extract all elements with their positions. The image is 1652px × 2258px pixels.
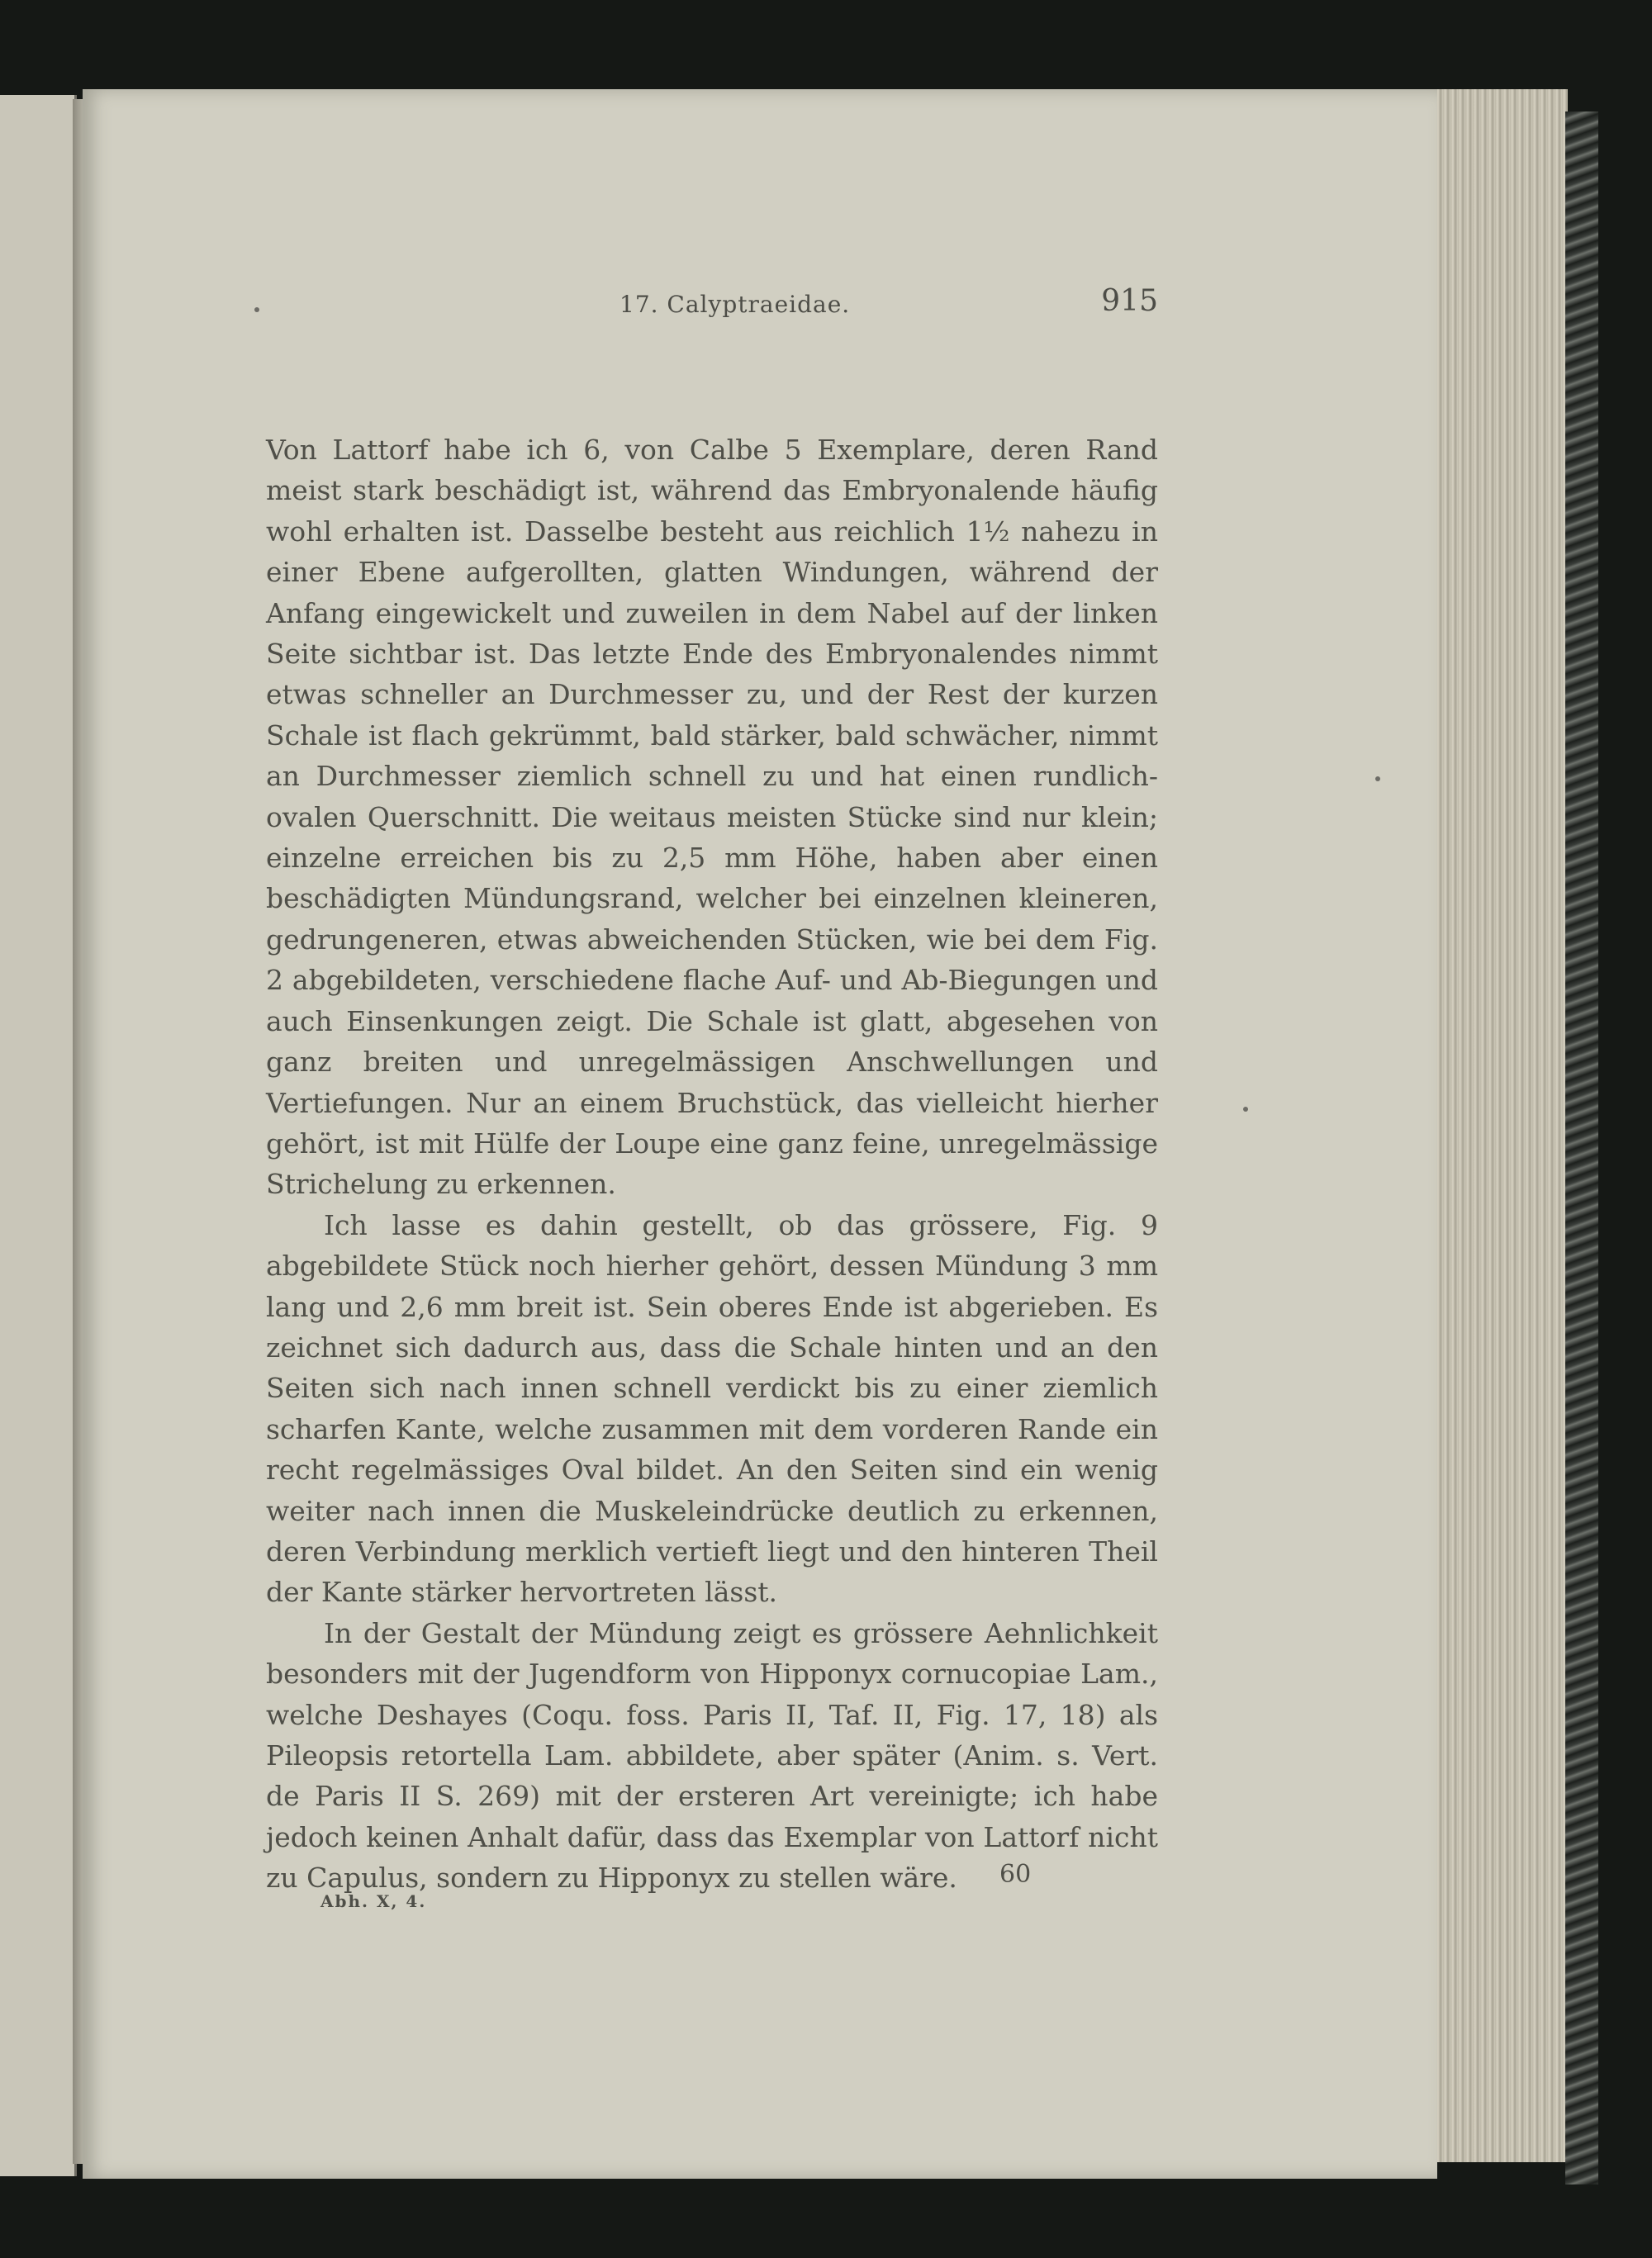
paper-speck	[254, 307, 259, 312]
paragraph-1: Von Lattorf habe ich 6, von Calbe 5 Exemplare, deren Rand meist stark beschädigt ist, während das Embryonalende häufig wohl erhalten ist. Dasselbe besteht aus reichlich 1½ nahezu in einer Ebene aufgerollten, glatten Windungen, während der Anfang eingewickelt und zuweilen in dem Nabel auf der linken Seite sichtbar ist. Das letzte Ende des Embryonalendes nimmt etwas schneller an Durchmesser zu, und der Rest der kurzen Schale ist flach gekrümmt, bald stärker, bald schwächer, nimmt an Durchmesser ziemlich schnell zu und hat einen rundlich-ovalen Querschnitt. Die weitaus meisten Stücke sind nur klein; einzelne erreichen bis zu 2,5 mm Höhe, haben aber einen beschädigten Mündungsrand, welcher bei einzelnen kleineren, gedrungeneren, etwas abweichenden Stücken, wie bei dem Fig. 2 abgebildeten, verschiedene flache Auf- und Ab-Biegungen und auch Einsenkungen zeigt. Die Schale ist glatt, abgesehen von ganz breiten und unregelmässigen Anschwellungen und Vertiefungen. Nur an einem Bruchstück, das vielleicht hierher gehört, ist mit Hülfe der Loupe eine ganz feine, unregelmässige Strichelung zu erkennen.	[266, 434, 1158, 1201]
marbled-cover-edge	[1565, 111, 1598, 2184]
left-page-edge	[0, 95, 77, 2176]
paragraph-2: Ich lasse es dahin gestellt, ob das grössere, Fig. 9 abgebildete Stück noch hierher gehört, dessen Mündung 3 mm lang und 2,6 mm breit ist. Sein oberes Ende ist abgerieben. Es zeichnet sich dadurch aus, dass die Schale hinten und an den Seiten sich nach innen schnell verdickt bis zu einer ziemlich scharfen Kante, welche zusammen mit dem vorderen Rande ein recht regelmässiges Oval bildet. An den Seiten sind ein wenig weiter nach innen die Muskeleindrücke deutlich zu erkennen, deren Verbindung merklich vertieft liegt und den hinteren Theil der Kante stärker hervortreten lässt.	[266, 1208, 1158, 1609]
running-title: 17. Calyptraeidae.	[620, 291, 851, 318]
paper-speck	[1243, 1107, 1248, 1112]
signature-mark: 60	[999, 1860, 1032, 1889]
paragraph-3: In der Gestalt der Mündung zeigt es grössere Aehnlichkeit besonders mit der Jugendform von Hipponyx cornucopiae Lam., welche Deshayes (Coqu. foss. Paris II, Taf. II, Fig. 17, 18) als Pileopsis retortella Lam. abbildete, aber später (Anim. s. Vert. de Paris II S. 269) mit der ersteren Art vereinigte; ich habe jedoch keinen Anhalt dafür, dass das Exemplar von Lattorf nicht zu Capulus, sondern zu Hipponyx zu stellen wäre.	[266, 1616, 1158, 1895]
stacked-page-edges	[1421, 89, 1568, 2162]
page-number: 915	[1101, 284, 1158, 318]
body-text	[266, 429, 1158, 1899]
footer-reference: Abh. X, 4.	[320, 1891, 427, 1911]
paper-speck	[1375, 776, 1380, 781]
page-header	[266, 282, 1158, 324]
